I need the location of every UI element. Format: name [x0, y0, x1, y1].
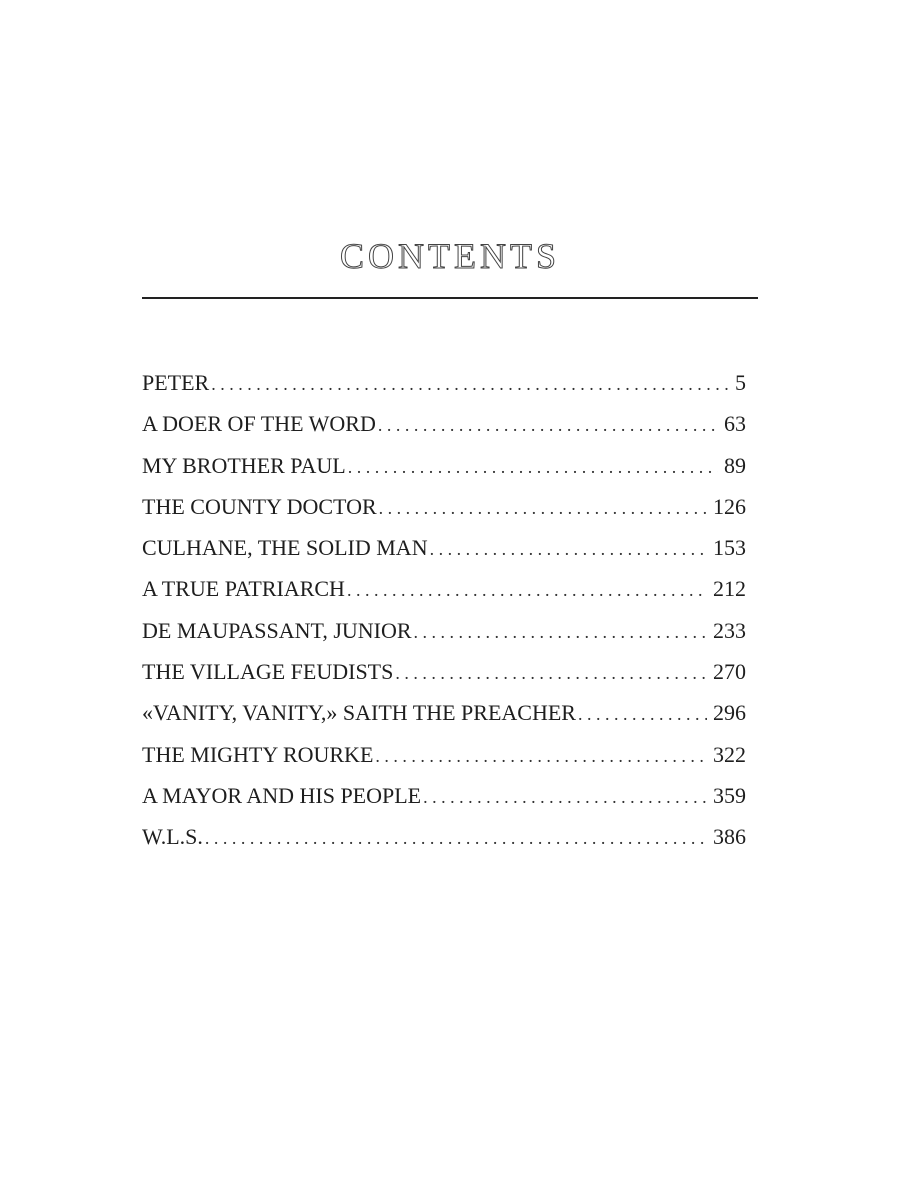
dot-leader: [205, 818, 707, 859]
entry-page-number: 153: [713, 535, 746, 561]
contents-heading: CONTENTS: [340, 236, 560, 276]
dot-leader: [430, 529, 707, 570]
toc-entry-a-true-patriarch[interactable]: [142, 568, 746, 609]
table-of-contents: [142, 362, 746, 858]
entry-page-number: 5: [735, 370, 746, 395]
toc-entry-the-village-feudists[interactable]: [142, 651, 746, 692]
toc-entry-peter[interactable]: [142, 362, 746, 403]
entry-page-number: 212: [713, 576, 746, 602]
entry-page-number: 270: [713, 659, 746, 685]
entry-page-number: 386: [713, 824, 746, 850]
dot-leader: [395, 653, 707, 694]
toc-entry-my-brother-paul[interactable]: [142, 445, 746, 486]
toc-entry-wls[interactable]: [142, 816, 746, 857]
entry-page-number: 233: [713, 617, 746, 643]
toc-entry-the-mighty-rourke[interactable]: [142, 734, 746, 775]
dot-leader: [347, 570, 707, 611]
dot-leader: [423, 777, 707, 818]
dot-leader: [378, 405, 718, 446]
entry-title: CULHANE, THE SOLID MAN: [142, 535, 428, 561]
toc-entry-vanity-vanity[interactable]: [142, 692, 746, 733]
dot-leader: [211, 364, 729, 405]
entry-page-number: 296: [713, 700, 746, 726]
entry-title: THE COUNTY DOCTOR: [142, 493, 377, 519]
entry-title: DE MAUPASSANT, JUNIOR: [142, 617, 412, 643]
entry-page-number: 359: [713, 782, 746, 808]
dot-leader: [348, 447, 718, 488]
toc-entry-a-mayor-and-his-people[interactable]: [142, 775, 746, 816]
toc-entry-de-maupassant-junior[interactable]: [142, 610, 746, 651]
entry-page-number: 63: [724, 411, 746, 437]
entry-title: THE MIGHTY ROURKE: [142, 741, 374, 767]
dot-leader: [414, 612, 707, 653]
entry-page-number: 322: [713, 741, 746, 767]
entry-title: A DOER OF THE WORD: [142, 411, 376, 437]
entry-title: W.L.S.: [142, 824, 203, 850]
heading-divider: [142, 297, 758, 299]
toc-entry-culhane-the-solid-man[interactable]: [142, 527, 746, 568]
entry-page-number: 126: [713, 493, 746, 519]
entry-title: MY BROTHER PAUL: [142, 452, 346, 478]
toc-entry-the-county-doctor[interactable]: [142, 486, 746, 527]
toc-entry-a-doer-of-the-word[interactable]: [142, 403, 746, 444]
dot-leader: [379, 488, 707, 529]
dot-leader: [375, 736, 707, 777]
entry-title: «VANITY, VANITY,» SAITH THE PREACHER: [142, 700, 576, 726]
entry-page-number: 89: [724, 452, 746, 478]
dot-leader: [578, 694, 707, 735]
entry-title: A MAYOR AND HIS PEOPLE: [142, 782, 422, 808]
entry-title: A TRUE PATRIARCH: [142, 576, 345, 602]
entry-title: THE VILLAGE FEUDISTS: [142, 659, 394, 685]
entry-title: PETER: [142, 370, 210, 395]
